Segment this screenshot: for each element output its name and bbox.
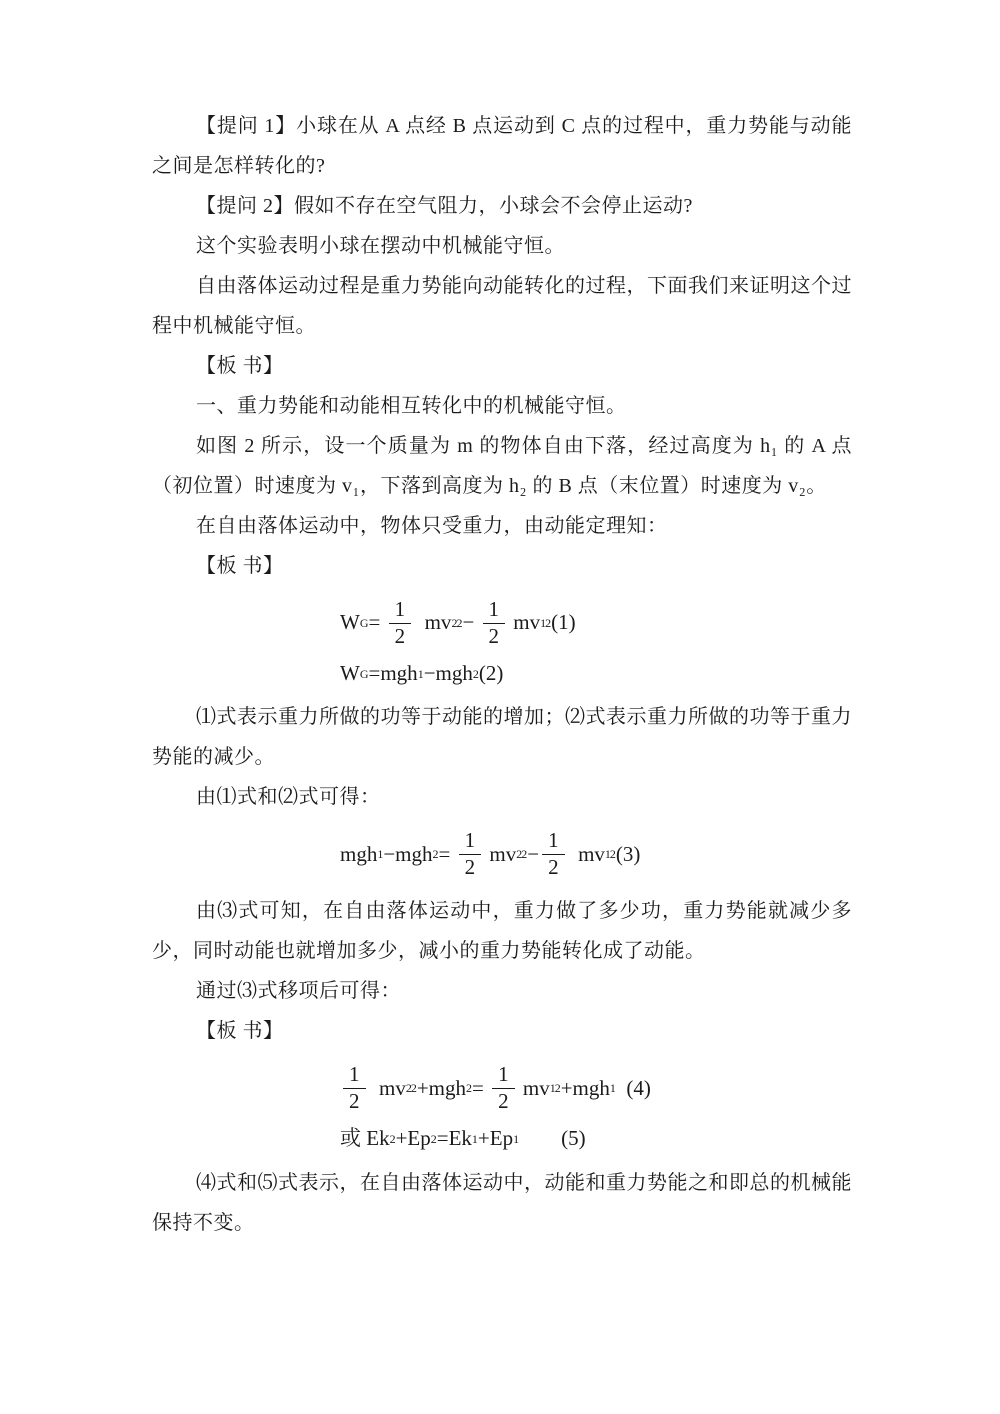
conclusion: ⑷式和⑸式表示，在自由落体运动中，动能和重力势能之和即总的机械能保持不变。 — [152, 1171, 852, 1234]
board-note-2: 【板 书】 — [196, 555, 284, 577]
fraction: $\frac{1}{2}$ — [389, 598, 412, 648]
freefall-intro: 自由落体运动过程是重力势能向动能转化的过程，下面我们来证明这个过程中机械能守恒。 — [152, 275, 852, 337]
derivation-intro: 由⑴式和⑵式可得： — [196, 786, 381, 809]
kinetic-theorem-intro: 在自由落体运动中，物体只受重力，由动能定理知： — [196, 515, 668, 537]
equation-2: W G =mgh 1 −mgh 2 (2) — [340, 661, 504, 686]
question-1: 【提问 1】小球在从 A 点经 B 点运动到 C 点的过程中，重力势能与动能之间是怎样转化的? — [152, 115, 852, 177]
equation-1: W G = $\frac{1}{2}$ mv 2 2 − $\frac{1}{2}$ mv 1 2 (1) — [340, 597, 576, 648]
section-heading: 一、重力势能和动能相互转化中的机械能守恒。 — [196, 395, 627, 417]
fraction: $\frac{1}{2}$ — [483, 598, 506, 648]
fraction: $\frac{1}{2}$ — [492, 1063, 515, 1113]
fraction: $\frac{1}{2}$ — [459, 829, 482, 879]
equation-3-explanation: 由⑶式可知，在自由落体运动中，重力做了多少功，重力势能就减少多少，同时动能也就增加多少，减小的重力势能转化成了动能。 — [152, 900, 852, 963]
board-note-3: 【板 书】 — [196, 1020, 284, 1043]
equation-3: mgh 1 −mgh 2 = $\frac{1}{2}$ mv 2 2 − $\frac{1}{2}$ mv 1 2 (3) — [340, 828, 641, 879]
experiment-conclusion: 这个实验表明小球在摆动中机械能守恒。 — [196, 235, 565, 257]
figure-2-description: 如图 2 所示，设一个质量为 m 的物体自由下落，经过高度为 h₁ 的 A 点（初位置）时速度为 v₁，下落到高度为 h₂ 的 B 点（末位置）时速度为 v₂。 — [152, 435, 852, 497]
rearrangement-intro: 通过⑶式移项后可得： — [196, 980, 401, 1003]
question-2: 【提问 2】假如不存在空气阻力，小球会不会停止运动? — [196, 195, 693, 217]
equations-1-2-explanation: ⑴式表示重力所做的功等于动能的增加；⑵式表示重力所做的功等于重力势能的减少。 — [152, 706, 852, 769]
equation-5: 或 Ek 2 +Ep 2 =Ek 1 +Ep 1 (5) — [340, 1126, 586, 1151]
fraction: $\frac{1}{2}$ — [542, 829, 565, 879]
fraction: $\frac{1}{2}$ — [343, 1063, 366, 1113]
board-note-1: 【板 书】 — [196, 355, 284, 377]
equation-4: $\frac{1}{2}$ mv 2 2 +mgh 2 = $\frac{1}{2}$ mv 1 2 +mgh 1 (4) — [152, 1061, 852, 1115]
